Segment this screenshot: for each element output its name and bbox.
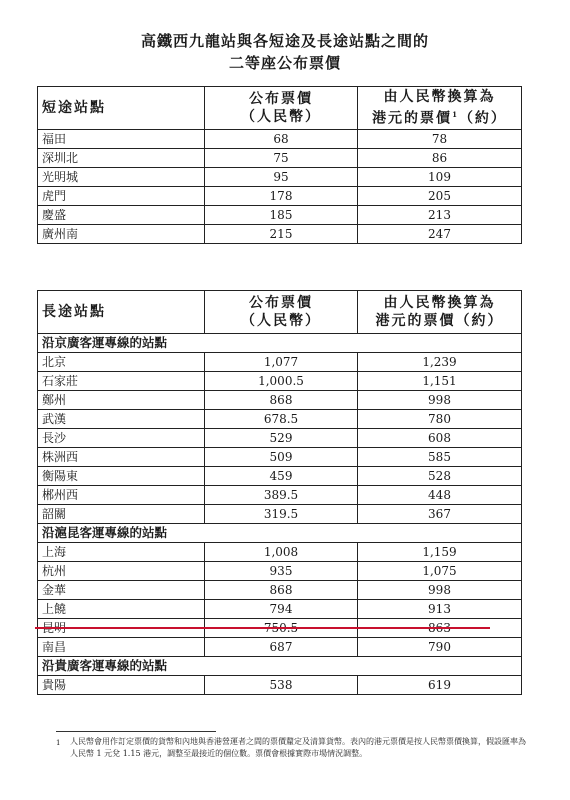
rmb-fare-cell: 868: [205, 581, 358, 600]
header-rmb-fare: [205, 87, 358, 130]
hkd-fare-cell: 998: [358, 391, 522, 410]
rmb-fare-cell: 68: [205, 130, 358, 149]
hkd-fare-cell: 1,239: [358, 353, 522, 372]
footnote-divider: [56, 731, 216, 732]
section-header-row: [38, 524, 522, 543]
station-name-cell: 廣州南: [38, 225, 205, 244]
rmb-fare-cell: 459: [205, 467, 358, 486]
rmb-fare-cell: 178: [205, 187, 358, 206]
table-row: [38, 187, 522, 206]
table-row: [38, 505, 522, 524]
station-name-cell: 上海: [38, 543, 205, 562]
header-rmb-line2: （人民幣）: [241, 109, 321, 125]
header-hkd-fare: [358, 291, 522, 334]
hkd-fare-cell: 1,151: [358, 372, 522, 391]
station-name-cell: 南昌: [38, 638, 205, 657]
table-row: [38, 225, 522, 244]
long-distance-fare-table: [37, 290, 522, 695]
long-table-body: [38, 334, 522, 695]
table-header-row: [38, 87, 522, 130]
table-row: [38, 543, 522, 562]
station-name-cell: 北京: [38, 353, 205, 372]
table-row: [38, 562, 522, 581]
table-row: [38, 130, 522, 149]
rmb-fare-cell: 687: [205, 638, 358, 657]
hkd-fare-cell: 608: [358, 429, 522, 448]
footnote-mark: 1: [56, 739, 61, 747]
header-rmb-line1: 公布票價: [249, 295, 313, 311]
rmb-fare-cell: 1,077: [205, 353, 358, 372]
document-title-line2: 二等座公布票價: [228, 54, 341, 72]
header-hkd-line2-text: 港元的票價: [372, 110, 453, 127]
rmb-fare-cell: 868: [205, 391, 358, 410]
table-row: [38, 206, 522, 225]
rmb-fare-cell: 389.5: [205, 486, 358, 505]
header-rmb-line2: （人民幣）: [241, 313, 321, 329]
hkd-fare-cell: 585: [358, 448, 522, 467]
hkd-fare-cell: 86: [358, 149, 522, 168]
hkd-fare-cell: 780: [358, 410, 522, 429]
table-row: [38, 467, 522, 486]
rmb-fare-cell: 529: [205, 429, 358, 448]
hkd-fare-cell: 1,159: [358, 543, 522, 562]
rmb-fare-cell: 319.5: [205, 505, 358, 524]
rmb-fare-cell: 794: [205, 600, 358, 619]
short-distance-fare-table: [37, 86, 522, 244]
rmb-fare-cell: 935: [205, 562, 358, 581]
section-header-row: [38, 334, 522, 353]
highlight-underline: [35, 627, 490, 629]
hkd-fare-cell: 998: [358, 581, 522, 600]
table-row: [38, 581, 522, 600]
hkd-fare-cell: 109: [358, 168, 522, 187]
hkd-fare-cell: 913: [358, 600, 522, 619]
short-table-body: [38, 130, 522, 244]
table-row: [38, 600, 522, 619]
section-title: 沿滬昆客運專線的站點: [38, 524, 522, 543]
table-row: [38, 149, 522, 168]
hkd-fare-cell: 205: [358, 187, 522, 206]
station-name-cell: 郴州西: [38, 486, 205, 505]
station-name-cell: 慶盛: [38, 206, 205, 225]
table-row: [38, 448, 522, 467]
header-rmb-fare: [205, 291, 358, 334]
header-hkd-line2: 港元的票價（約）: [375, 313, 504, 329]
table-row: [38, 391, 522, 410]
table-row: [38, 410, 522, 429]
header-rmb-line1: 公布票價: [249, 91, 313, 107]
station-name-cell: 杭州: [38, 562, 205, 581]
header-hkd-fare: [358, 87, 522, 130]
station-name-cell: 長沙: [38, 429, 205, 448]
table-row: [38, 676, 522, 695]
hkd-fare-cell: 528: [358, 467, 522, 486]
rmb-fare-cell: 1,000.5: [205, 372, 358, 391]
station-name-cell: 韶關: [38, 505, 205, 524]
station-name-cell: 上饒: [38, 600, 205, 619]
station-name-cell: 貴陽: [38, 676, 205, 695]
rmb-fare-cell: 678.5: [205, 410, 358, 429]
header-hkd-line1: 由人民幣換算為: [383, 89, 496, 106]
station-name-cell: 武漢: [38, 410, 205, 429]
station-name-cell: 株洲西: [38, 448, 205, 467]
header-station: 長途站點: [38, 291, 205, 334]
station-name-cell: 虎門: [38, 187, 205, 206]
rmb-fare-cell: 185: [205, 206, 358, 225]
table-row: [38, 372, 522, 391]
table-header-row: [38, 291, 522, 334]
section-title: 沿貴廣客運專線的站點: [38, 657, 522, 676]
header-hkd-line2: [362, 106, 517, 128]
rmb-fare-cell: 75: [205, 149, 358, 168]
hkd-fare-cell: 448: [358, 486, 522, 505]
rmb-fare-cell: 509: [205, 448, 358, 467]
table-row: [38, 168, 522, 187]
station-name-cell: 金華: [38, 581, 205, 600]
document-title-line1: 高鐵西九龍站與各短途及長途站點之間的: [140, 32, 429, 50]
rmb-fare-cell: 1,008: [205, 543, 358, 562]
header-hkd-line1: 由人民幣換算為: [383, 295, 496, 311]
station-name-cell: 石家莊: [38, 372, 205, 391]
section-title: 沿京廣客運專線的站點: [38, 334, 522, 353]
header-hkd-suffix: （約）: [458, 110, 507, 127]
table-row: [38, 429, 522, 448]
hkd-fare-cell: 213: [358, 206, 522, 225]
station-name-cell: 鄭州: [38, 391, 205, 410]
header-station: 短途站點: [38, 87, 205, 130]
rmb-fare-cell: 95: [205, 168, 358, 187]
footnote-reference: 1: [452, 110, 459, 120]
footnote-text: 人民幣會用作訂定票價的貨幣和內地與香港營運者之間的票價釐定及清算貨幣。表內的港元票價是按人民幣票價換算，假設匯率為人民幣 1 元兌 1.15 港元，調整至最接近的個位數。票價會根據實際市場情況調整。: [70, 737, 526, 758]
hkd-fare-cell: 790: [358, 638, 522, 657]
table-row: [38, 638, 522, 657]
rmb-fare-cell: 215: [205, 225, 358, 244]
rmb-fare-cell: 538: [205, 676, 358, 695]
table-row: [38, 353, 522, 372]
station-name-cell: 深圳北: [38, 149, 205, 168]
hkd-fare-cell: 367: [358, 505, 522, 524]
hkd-fare-cell: 1,075: [358, 562, 522, 581]
hkd-fare-cell: 78: [358, 130, 522, 149]
station-name-cell: 衡陽東: [38, 467, 205, 486]
station-name-cell: 光明城: [38, 168, 205, 187]
station-name-cell: 福田: [38, 130, 205, 149]
hkd-fare-cell: 619: [358, 676, 522, 695]
section-header-row: [38, 657, 522, 676]
table-row: [38, 486, 522, 505]
hkd-fare-cell: 247: [358, 225, 522, 244]
